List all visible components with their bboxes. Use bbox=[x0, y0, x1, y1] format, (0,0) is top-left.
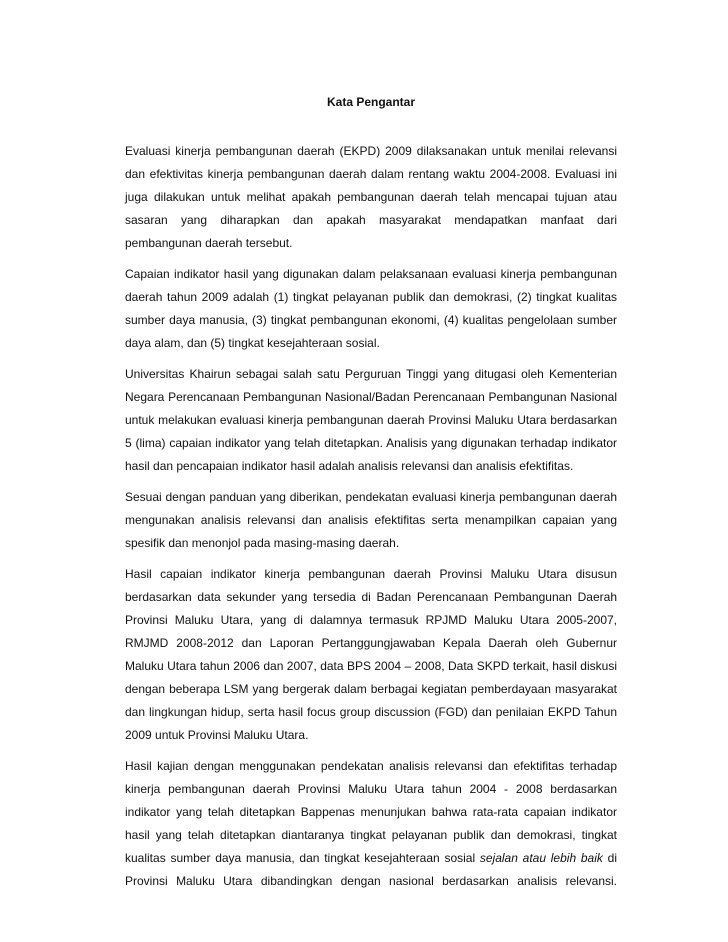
paragraph-2: Capaian indikator hasil yang digunakan dalam pelaksanaan evaluasi kinerja pembangunan daerah tahun 2009 adalah (1) tingkat pelayanan publik dan demokrasi, (2) tingkat kualitas sumber daya manusia, (3) tingkat pembangunan ekonomi, (4) kualitas pengelolaan sumber daya alam, dan (5) tingkat kesejahteraan sosial. bbox=[125, 267, 617, 350]
paragraph-3: Universitas Khairun sebagai salah satu Perguruan Tinggi yang ditugasi oleh Kementerian Negara Perencanaan Pembangunan Nasional/Badan Perencanaan Pembangunan Nasional untuk melakukan evaluasi kinerja pembangunan daerah Provinsi Maluku Utara berdasarkan 5 (lima) capaian indikator yang telah ditetapkan. Analisis yang digunakan terhadap indikator hasil dan pencapaian indikator hasil adalah analisis relevansi dan analisis efektifitas. bbox=[125, 367, 617, 473]
paragraph-6 bbox=[125, 755, 617, 893]
paragraph-6-text-after: di Provinsi Maluku Utara dibandingkan dengan nasional berdasarkan analisis relevansi. bbox=[125, 851, 617, 888]
paragraph-6-text-before: Hasil kajian dengan menggunakan pendekatan analisis relevansi dan efektifitas terhadap kinerja pembangunan daerah Provinsi Maluku Utara tahun 2004 - 2008 berdasarkan indikator yang telah ditetapkan Bappenas menunjukan bahwa rata-rata capaian indikator hasil yang telah ditetapkan diantaranya tingkat pelayanan publik dan demokrasi, tingkat kualitas sumber daya manusia, dan tingkat kesejahteraan sosial bbox=[125, 759, 617, 865]
document-page bbox=[125, 92, 617, 901]
paragraph-4: Sesuai dengan panduan yang diberikan, pendekatan evaluasi kinerja pembangunan daerah mengunakan analisis relevansi dan analisis efektifitas serta menampilkan capaian yang spesifik dan menonjol pada masing-masing daerah. bbox=[125, 490, 617, 550]
paragraph-1: Evaluasi kinerja pembangunan daerah (EKPD) 2009 dilaksanakan untuk menilai relevansi dan efektivitas kinerja pembangunan daerah dalam rentang waktu 2004-2008. Evaluasi ini juga dilakukan untuk melihat apakah pembangunan daerah telah mencapai tujuan atau sasaran yang diharapkan dan apakah masyarakat mendapatkan manfaat dari pembangunan daerah tersebut. bbox=[125, 144, 617, 250]
paragraph-6-italic-text: sejalan atau lebih baik bbox=[479, 851, 603, 865]
page-title: Kata Pengantar bbox=[326, 95, 416, 109]
paragraph-5: Hasil capaian indikator kinerja pembangunan daerah Provinsi Maluku Utara disusun berdasarkan data sekunder yang tersedia di Badan Perencanaan Pembangunan Daerah Provinsi Maluku Utara, yang di dalamnya termasuk RPJMD Maluku Utara 2005-2007, RMJMD 2008-2012 dan Laporan Pertanggungjawaban Kepala Daerah oleh Gubernur Maluku Utara tahun 2006 dan 2007, data BPS 2004 – 2008, Data SKPD terkait, hasil diskusi dengan beberapa LSM yang bergerak dalam berbagai kegiatan pemberdayaan masyarakat dan lingkungan hidup, serta hasil focus group discussion (FGD) dan penilaian EKPD Tahun 2009 untuk Provinsi Maluku Utara. bbox=[125, 567, 617, 742]
